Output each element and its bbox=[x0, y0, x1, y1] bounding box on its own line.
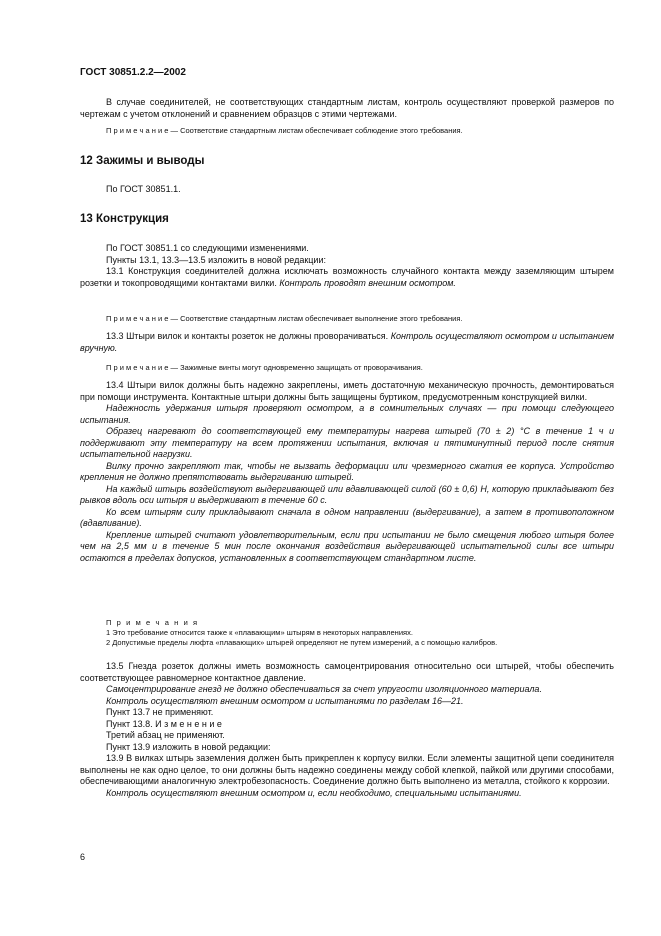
note-text: — Соответствие стандартным листам обеспечивает соблюдение этого требования. bbox=[168, 126, 463, 135]
s13-8b: Третий абзац не применяют. bbox=[106, 730, 225, 740]
s13-9-text: 13.9 В вилках штырь заземления должен быть прикреплен к корпусу вилки. Если элементы защитной цепи соединителя выполнены не как одно целое, то они должны быть надежно соединены между собой клепкой, пайкой или другими способами, обеспечивающими аналогичную электробезопасность. Соединение должно быть выполнено из металла, стойкого к коррозии. bbox=[80, 753, 614, 786]
note-text: — Зажимные винты могут одновременно защищать от проворачивания. bbox=[168, 363, 423, 372]
s13-4-italic-4: На каждый штырь воздействуют выдергивающей или вдавливающей силой (60 ± 0,6) Н, которую прикладывают без рывков вдоль оси штыря и выдерживают в течение 60 с. bbox=[80, 483, 614, 505]
s13-5-italic-2: Контроль осуществляют внешним осмотром и испытаниями по разделам 16—21. bbox=[106, 695, 464, 706]
s13-intro-1: По ГОСТ 30851.1 со следующими изменениями. bbox=[106, 243, 309, 253]
note-label: П р и м е ч а н и е bbox=[106, 314, 169, 323]
s13-4-text: 13.4 Штыри вилок должны быть надежно закреплены, иметь достаточную механическую прочность, демонтироваться при помощи инструмента. Контактные штыри должны быть защищены буртиком, предусмотренным конструкцией вилки. bbox=[80, 380, 614, 402]
paragraph-standard-sheets bbox=[80, 97, 614, 120]
section-12-body bbox=[80, 184, 614, 196]
s13-4-italic-2: Образец нагревают до соответствующей ему температуры нагрева штырей (70 ± 2) °С в течение 1 ч и поддерживают эту температуру на всем протяжении испытания, включая и пятиминутный период после снятия испытательной нагрузки. bbox=[80, 426, 614, 459]
note-1 bbox=[80, 126, 614, 136]
s13-9-italic: Контроль осуществляют внешним осмотром и, если необходимо, специальными испытаниями. bbox=[106, 787, 522, 798]
notes-label: П р и м е ч а н и я bbox=[106, 618, 199, 627]
s13-4-italic-3: Вилку прочно закрепляют так, чтобы не вызвать деформации или чрезмерного сжатия ее корпуса. Устройство крепления не должно препятствовать выдергиванию штырей. bbox=[80, 460, 614, 482]
note-3 bbox=[80, 363, 614, 373]
s13-1 bbox=[80, 266, 614, 289]
notes-item-1: 1 Это требование относится также к «плавающим» штырям в некоторых направлениях. bbox=[106, 628, 413, 637]
note-2 bbox=[80, 314, 614, 324]
page-number: 6 bbox=[80, 852, 86, 862]
s13-4-italic-1: Надежность удержания штыря проверяют осмотром, а в сомнительных случаях — при помощи следующего испытания. bbox=[80, 403, 614, 425]
clause-13-3 bbox=[80, 331, 614, 354]
s13-1-text: 13.1 Конструкция соединителей должна исключать возможность случайного контакта между заземляющим штырем розетки и токопроводящими контактами вилки. bbox=[80, 266, 614, 288]
s13-4-italic-6: Крепление штырей считают удовлетворительным, если при испытании не было смещения любого штыря более чем на 2,5 мм и в течение 5 мин после окончания воздействия выдергивающей испытательной силы все штыри остаются в пределах допусков, установленных в соответствующем стандартном листе. bbox=[80, 529, 614, 563]
s13-1-italic: Контроль проводят внешним осмотром. bbox=[276, 277, 456, 288]
s13-5-text: 13.5 Гнезда розеток должны иметь возможность самоцентрирования относительно оси штырей, чтобы обеспечить соответствующее равномерное контактное давление. bbox=[80, 661, 614, 683]
s13-4-italic-5: Ко всем штырям силу прикладывают сначала в одном направлении (выдергивание), а затем в противоположном (вдавливание). bbox=[80, 506, 614, 528]
s13-9-intro: Пункт 13.9 изложить в новой редакции: bbox=[106, 741, 271, 752]
s13-5-italic-1: Самоцентрирование гнезд не должно обеспечиваться за счет упругости изоляционного материала. bbox=[106, 684, 542, 694]
s13-3-text: 13.3 Штыри вилок и контакты розеток не должны проворачиваться. bbox=[106, 331, 389, 341]
clause-13-5 bbox=[80, 661, 614, 799]
s13-8: Пункт 13.8. И з м е н е н и е bbox=[106, 718, 222, 729]
text-p1: В случае соединителей, не соответствующих стандартным листам, контроль осуществляют проверкой размеров по чертежам с учетом отклонений и сравнением образцов с этими чертежами. bbox=[80, 97, 614, 119]
note-text: — Соответствие стандартным листам обеспечивает выполнение этого требования. bbox=[168, 314, 463, 323]
document-header: ГОСТ 30851.2.2—2002 bbox=[80, 67, 186, 78]
notes-list bbox=[80, 618, 614, 648]
section-12-heading bbox=[80, 155, 614, 167]
section-12-title: 12 Зажимы и выводы bbox=[80, 155, 205, 167]
notes-item-2: 2 Допустимые пределы люфта «плавающих» штырей определяют не путем измерений, а с помощью калибров. bbox=[106, 638, 498, 647]
section-13-title: 13 Конструкция bbox=[80, 213, 169, 225]
section-13-body bbox=[80, 243, 614, 289]
s13-3-italic: Контроль осуществляют осмотром и испытанием вручную. bbox=[80, 331, 614, 353]
section-12-text: По ГОСТ 30851.1. bbox=[106, 184, 181, 194]
s13-intro-2: Пункты 13.1, 13.3—13.5 изложить в новой редакции: bbox=[106, 254, 326, 265]
note-label: П р и м е ч а н и е bbox=[106, 363, 169, 372]
note-label: П р и м е ч а н и е bbox=[106, 126, 169, 135]
clause-13-4 bbox=[80, 380, 614, 564]
s13-7: Пункт 13.7 не применяют. bbox=[106, 707, 214, 717]
section-13-heading bbox=[80, 213, 614, 225]
